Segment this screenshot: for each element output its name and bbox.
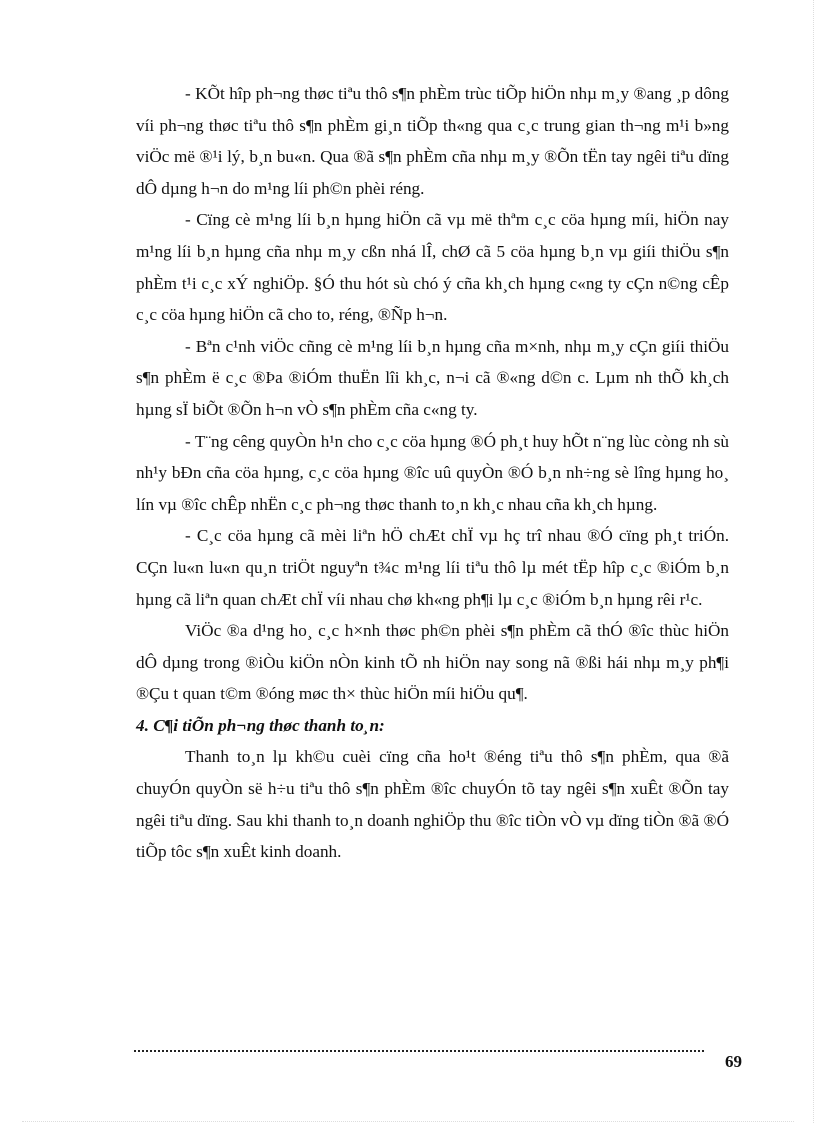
page-right-border (813, 0, 814, 1123)
paragraph-7: Thanh to¸n lµ kh©u cuèi cïng cña ho¹t ®éng tiªu thô s¶n phÈm, qua ®ã chuyÓn quyÒn së h÷u tiªu thô s¶n phÈm ®îc chuyÓn tõ tay ngêi s¶n xuÊt ®Õn tay ngêi tiªu dïng. Sau khi thanh to¸n doanh nghiÖp thu ®îc tiÒn vÒ vµ dïng tiÒn ®ã ®Ó tiÕp tôc s¶n xuÊt kinh doanh. (136, 747, 729, 862)
paragraph-4: - T¨ng cêng quyÒn h¹n cho c¸c cöa hµng ®Ó ph¸t huy hÕt n¨ng lùc còng nh sù nh¹y bÐn cña cöa hµng, c¸c cöa hµng ®îc uû quyÒn ®Ó b¸n nh÷ng sè lîng hµng ho¸ lín vµ ®îc chÊp nhËn c¸c ph¬ng thøc thanh to¸n kh¸c nhau cña kh¸ch hµng. (136, 431, 729, 514)
body-text (136, 78, 729, 868)
section-heading: 4. C¶i tiÕn ph¬ng thøc thanh to¸n: (136, 715, 385, 735)
page-number: 69 (725, 1052, 742, 1071)
footer-divider (134, 1050, 704, 1052)
paragraph-5: - C¸c cöa hµng cã mèi liªn hÖ chÆt chÏ vµ hç trî nhau ®Ó cïng ph¸t triÓn. CÇn lu«n lu«n qu¸n triÖt nguyªn t¾c m¹ng líi tiªu thô lµ mét tËp hîp c¸c ®iÓm b¸n hµng cã liªn quan chÆt chÏ víi nhau chø kh«ng ph¶i lµ c¸c ®iÓm b¸n hµng rêi r¹c. (136, 526, 729, 609)
page-bottom-border (22, 1121, 794, 1122)
paragraph-6: ViÖc ®a d¹ng ho¸ c¸c h×nh thøc ph©n phèi s¶n phÈm cã thÓ ®îc thùc hiÖn dÔ dµng trong ®iÒu kiÖn nÒn kinh tÕ nh hiÖn nay song nã ®ßi hái nhµ m¸y ph¶i ®Çu t quan t©m ®óng møc th× thùc hiÖn míi hiÖu qu¶. (136, 621, 729, 704)
paragraph-1: - KÕt hîp ph¬ng thøc tiªu thô s¶n phÈm trùc tiÕp hiÖn nhµ m¸y ®ang ¸p dông víi ph¬ng thøc tiªu thô s¶n phÈm gi¸n tiÕp th«ng qua c¸c trung gian th¬ng m¹i b»ng viÖc më ®¹i lý, b¸n bu«n. Qua ®ã s¶n phÈm cña nhµ m¸y ®Õn tËn tay ngêi tiªu dïng dÔ dµng h¬n do m¹ng líi ph©n phèi réng. (136, 84, 729, 198)
paragraph-3: - Bªn c¹nh viÖc cñng cè m¹ng líi b¸n hµng cña m×nh, nhµ m¸y cÇn giíi thiÖu s¶n phÈm ë c¸c ®Þa ®iÓm thuËn lîi kh¸c, n¬i cã ®«ng d©n c. Lµm nh thÕ kh¸ch hµng sÏ biÕt ®Õn h¬n vÒ s¶n phÈm cña c«ng ty. (136, 336, 729, 419)
paragraph-2: - Cïng cè m¹ng líi b¸n hµng hiÖn cã vµ më thªm c¸c cöa hµng míi, hiÖn nay m¹ng líi b¸n hµng cña nhµ m¸y cßn nhá lÎ, chØ cã 5 cöa hµng b¸n vµ giíi thiÖu s¶n phÈm t¹i c¸c xÝ nghiÖp. §Ó thu hót sù chó ý cña kh¸ch hµng c«ng ty cÇn n©ng cÊp c¸c cöa hµng hiÖn cã cho to, réng, ®Ñp h¬n. (136, 210, 729, 325)
